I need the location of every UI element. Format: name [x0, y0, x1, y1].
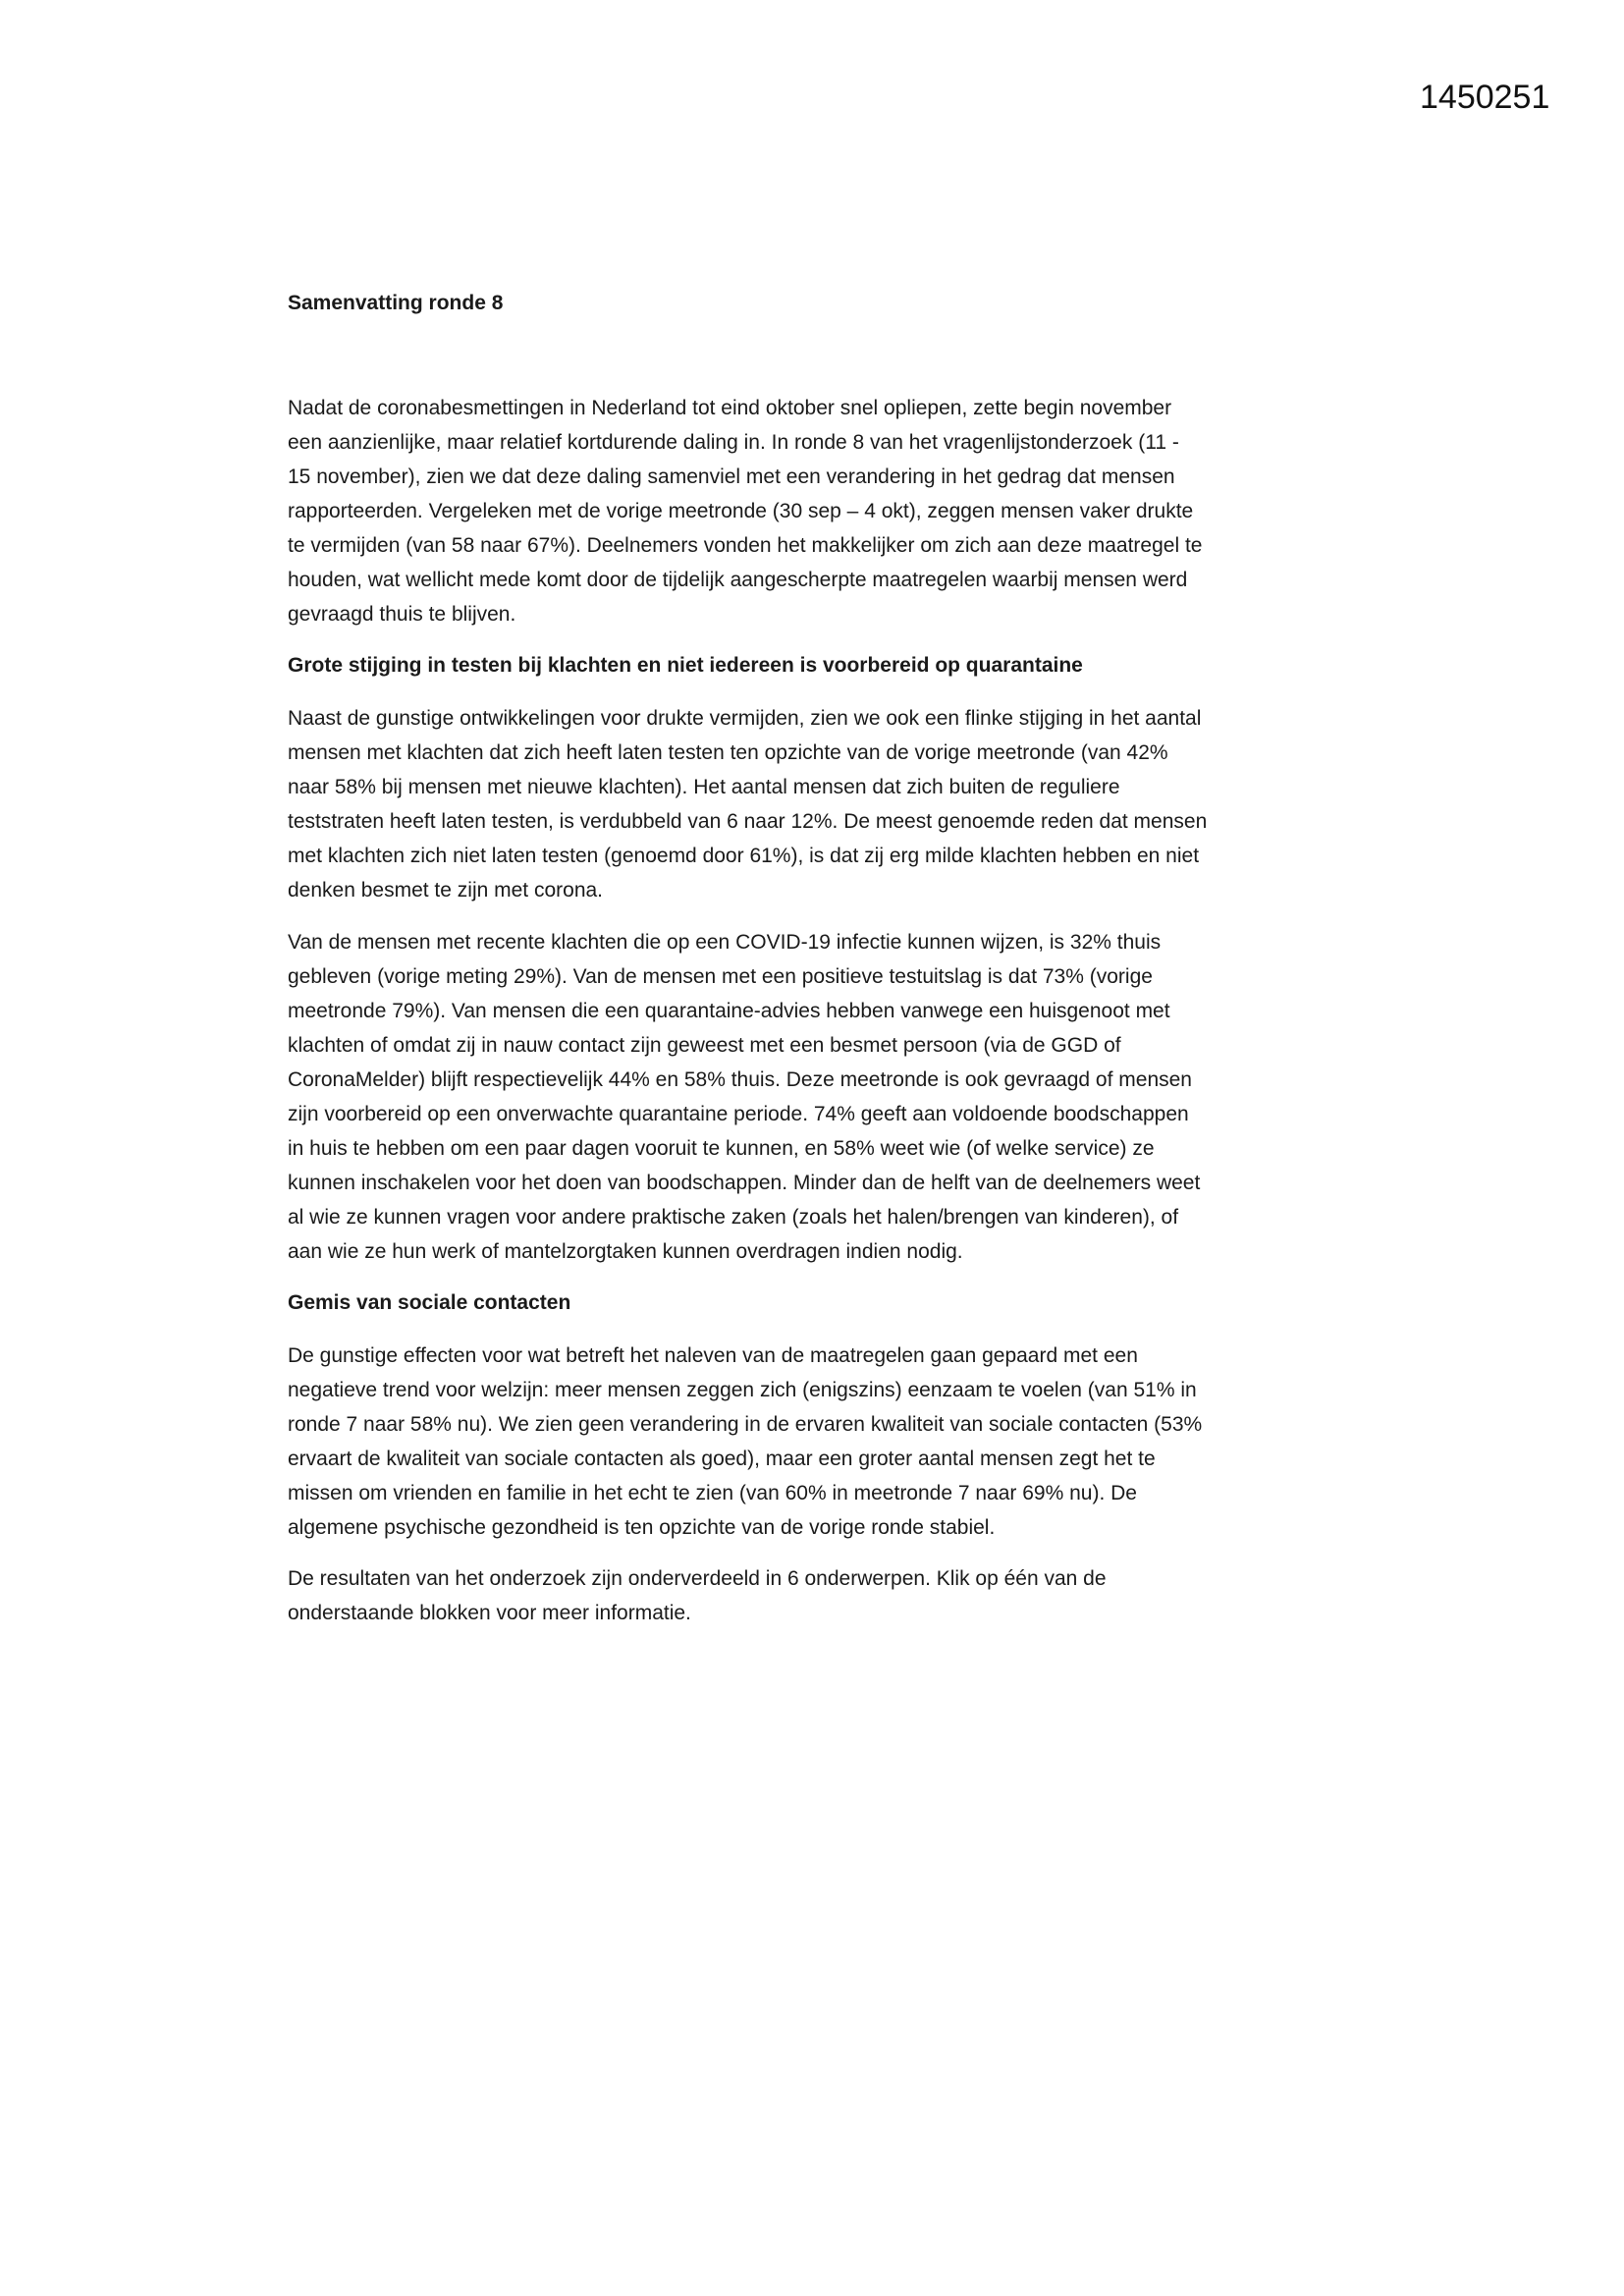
- text-line: rapporteerden. Vergeleken met de vorige meetronde (30 sep – 4 okt), zeggen mensen vaker drukte: [288, 500, 1194, 522]
- text-line: klachten of omdat zij in nauw contact zijn geweest met een besmet persoon (via de GGD of: [288, 1034, 1121, 1057]
- text-line: mensen met klachten dat zich heeft laten testen ten opzichte van de vorige meetronde (van 42%: [288, 741, 1168, 764]
- page-title: Samenvatting ronde 8: [288, 292, 504, 314]
- text-line: al wie ze kunnen vragen voor andere praktische zaken (zoals het halen/brengen van kinderen), of: [288, 1206, 1179, 1229]
- text-line: ervaart de kwaliteit van sociale contacten als goed), maar een groter aantal mensen zegt het te: [288, 1448, 1156, 1470]
- text-line: CoronaMelder) blijft respectievelijk 44% en 58% thuis. Deze meetronde is ook gevraagd of mensen: [288, 1068, 1192, 1091]
- text-line: een aanzienlijke, maar relatief kortdurende daling in. In ronde 8 van het vragenlijstonderzoek (11 -: [288, 431, 1179, 454]
- text-line: aan wie ze hun werk of mantelzorgtaken kunnen overdragen indien nodig.: [288, 1240, 963, 1263]
- text-line: Van de mensen met recente klachten die op een COVID-19 infectie kunnen wijzen, is 32% thuis: [288, 931, 1162, 954]
- text-line: houden, wat wellicht mede komt door de tijdelijk aangescherpte maatregelen waarbij mensen werd: [288, 569, 1188, 591]
- text-line: ronde 7 naar 58% nu). We zien geen verandering in de ervaren kwaliteit van sociale contacten (53%: [288, 1413, 1203, 1436]
- text-line: kunnen inschakelen voor het doen van boodschappen. Minder dan de helft van de deelnemers weet: [288, 1172, 1201, 1194]
- text-line: zijn voorbereid op een onverwachte quarantaine periode. 74% geeft aan voldoende boodschappen: [288, 1103, 1189, 1125]
- text-line: Naast de gunstige ontwikkelingen voor drukte vermijden, zien we ook een flinke stijging in het aantal: [288, 707, 1202, 730]
- text-line: met klachten zich niet laten testen (genoemd door 61%), is dat zij erg milde klachten hebben en niet: [288, 845, 1200, 867]
- heading-social-contacts: Gemis van sociale contacten: [288, 1291, 571, 1314]
- text-line: denken besmet te zijn met corona.: [288, 879, 604, 902]
- text-line: algemene psychische gezondheid is ten opzichte van de vorige ronde stabiel.: [288, 1516, 996, 1539]
- text-line: in huis te hebben om een paar dagen vooruit te kunnen, en 58% weet wie (of welke service) ze: [288, 1137, 1155, 1160]
- text-line: 15 november), zien we dat deze daling samenviel met een verandering in het gedrag dat mensen: [288, 465, 1175, 488]
- text-line: Nadat de coronabesmettingen in Nederland tot eind oktober snel opliepen, zette begin november: [288, 397, 1172, 419]
- document-id: 1450251: [1420, 79, 1550, 116]
- text-line: De resultaten van het onderzoek zijn onderverdeeld in 6 onderwerpen. Klik op één van de: [288, 1567, 1107, 1590]
- text-line: De gunstige effecten voor wat betreft het naleven van de maatregelen gaan gepaard met een: [288, 1344, 1138, 1367]
- text-line: teststraten heeft laten testen, is verdubbeld van 6 naar 12%. De meest genoemde reden dat mensen: [288, 810, 1208, 833]
- heading-testing: Grote stijging in testen bij klachten en niet iedereen is voorbereid op quarantaine: [288, 654, 1083, 677]
- paragraph-testing: [288, 701, 1378, 907]
- text-line: meetronde 79%). Van mensen die een quarantaine-advies hebben vanwege een huisgenoot met: [288, 1000, 1170, 1022]
- paragraph-intro: [288, 391, 1378, 631]
- text-line: onderstaande blokken voor meer informatie.: [288, 1602, 691, 1624]
- paragraph-quarantine: [288, 925, 1378, 1269]
- text-line: naar 58% bij mensen met nieuwe klachten). Het aantal mensen dat zich buiten de reguliere: [288, 776, 1120, 798]
- text-line: gevraagd thuis te blijven.: [288, 603, 516, 626]
- paragraph-topics: [288, 1561, 1378, 1630]
- text-line: gebleven (vorige meting 29%). Van de mensen met een positieve testuitslag is dat 73% (vorige: [288, 965, 1153, 988]
- text-line: te vermijden (van 58 naar 67%). Deelnemers vonden het makkelijker om zich aan deze maatregel te: [288, 534, 1203, 557]
- text-line: negatieve trend voor welzijn: meer mensen zeggen zich (enigszins) eenzaam te voelen (van 51% in: [288, 1379, 1197, 1401]
- paragraph-wellbeing: [288, 1339, 1378, 1545]
- text-line: missen om vrienden en familie in het echt te zien (van 60% in meetronde 7 naar 69% nu). De: [288, 1482, 1137, 1504]
